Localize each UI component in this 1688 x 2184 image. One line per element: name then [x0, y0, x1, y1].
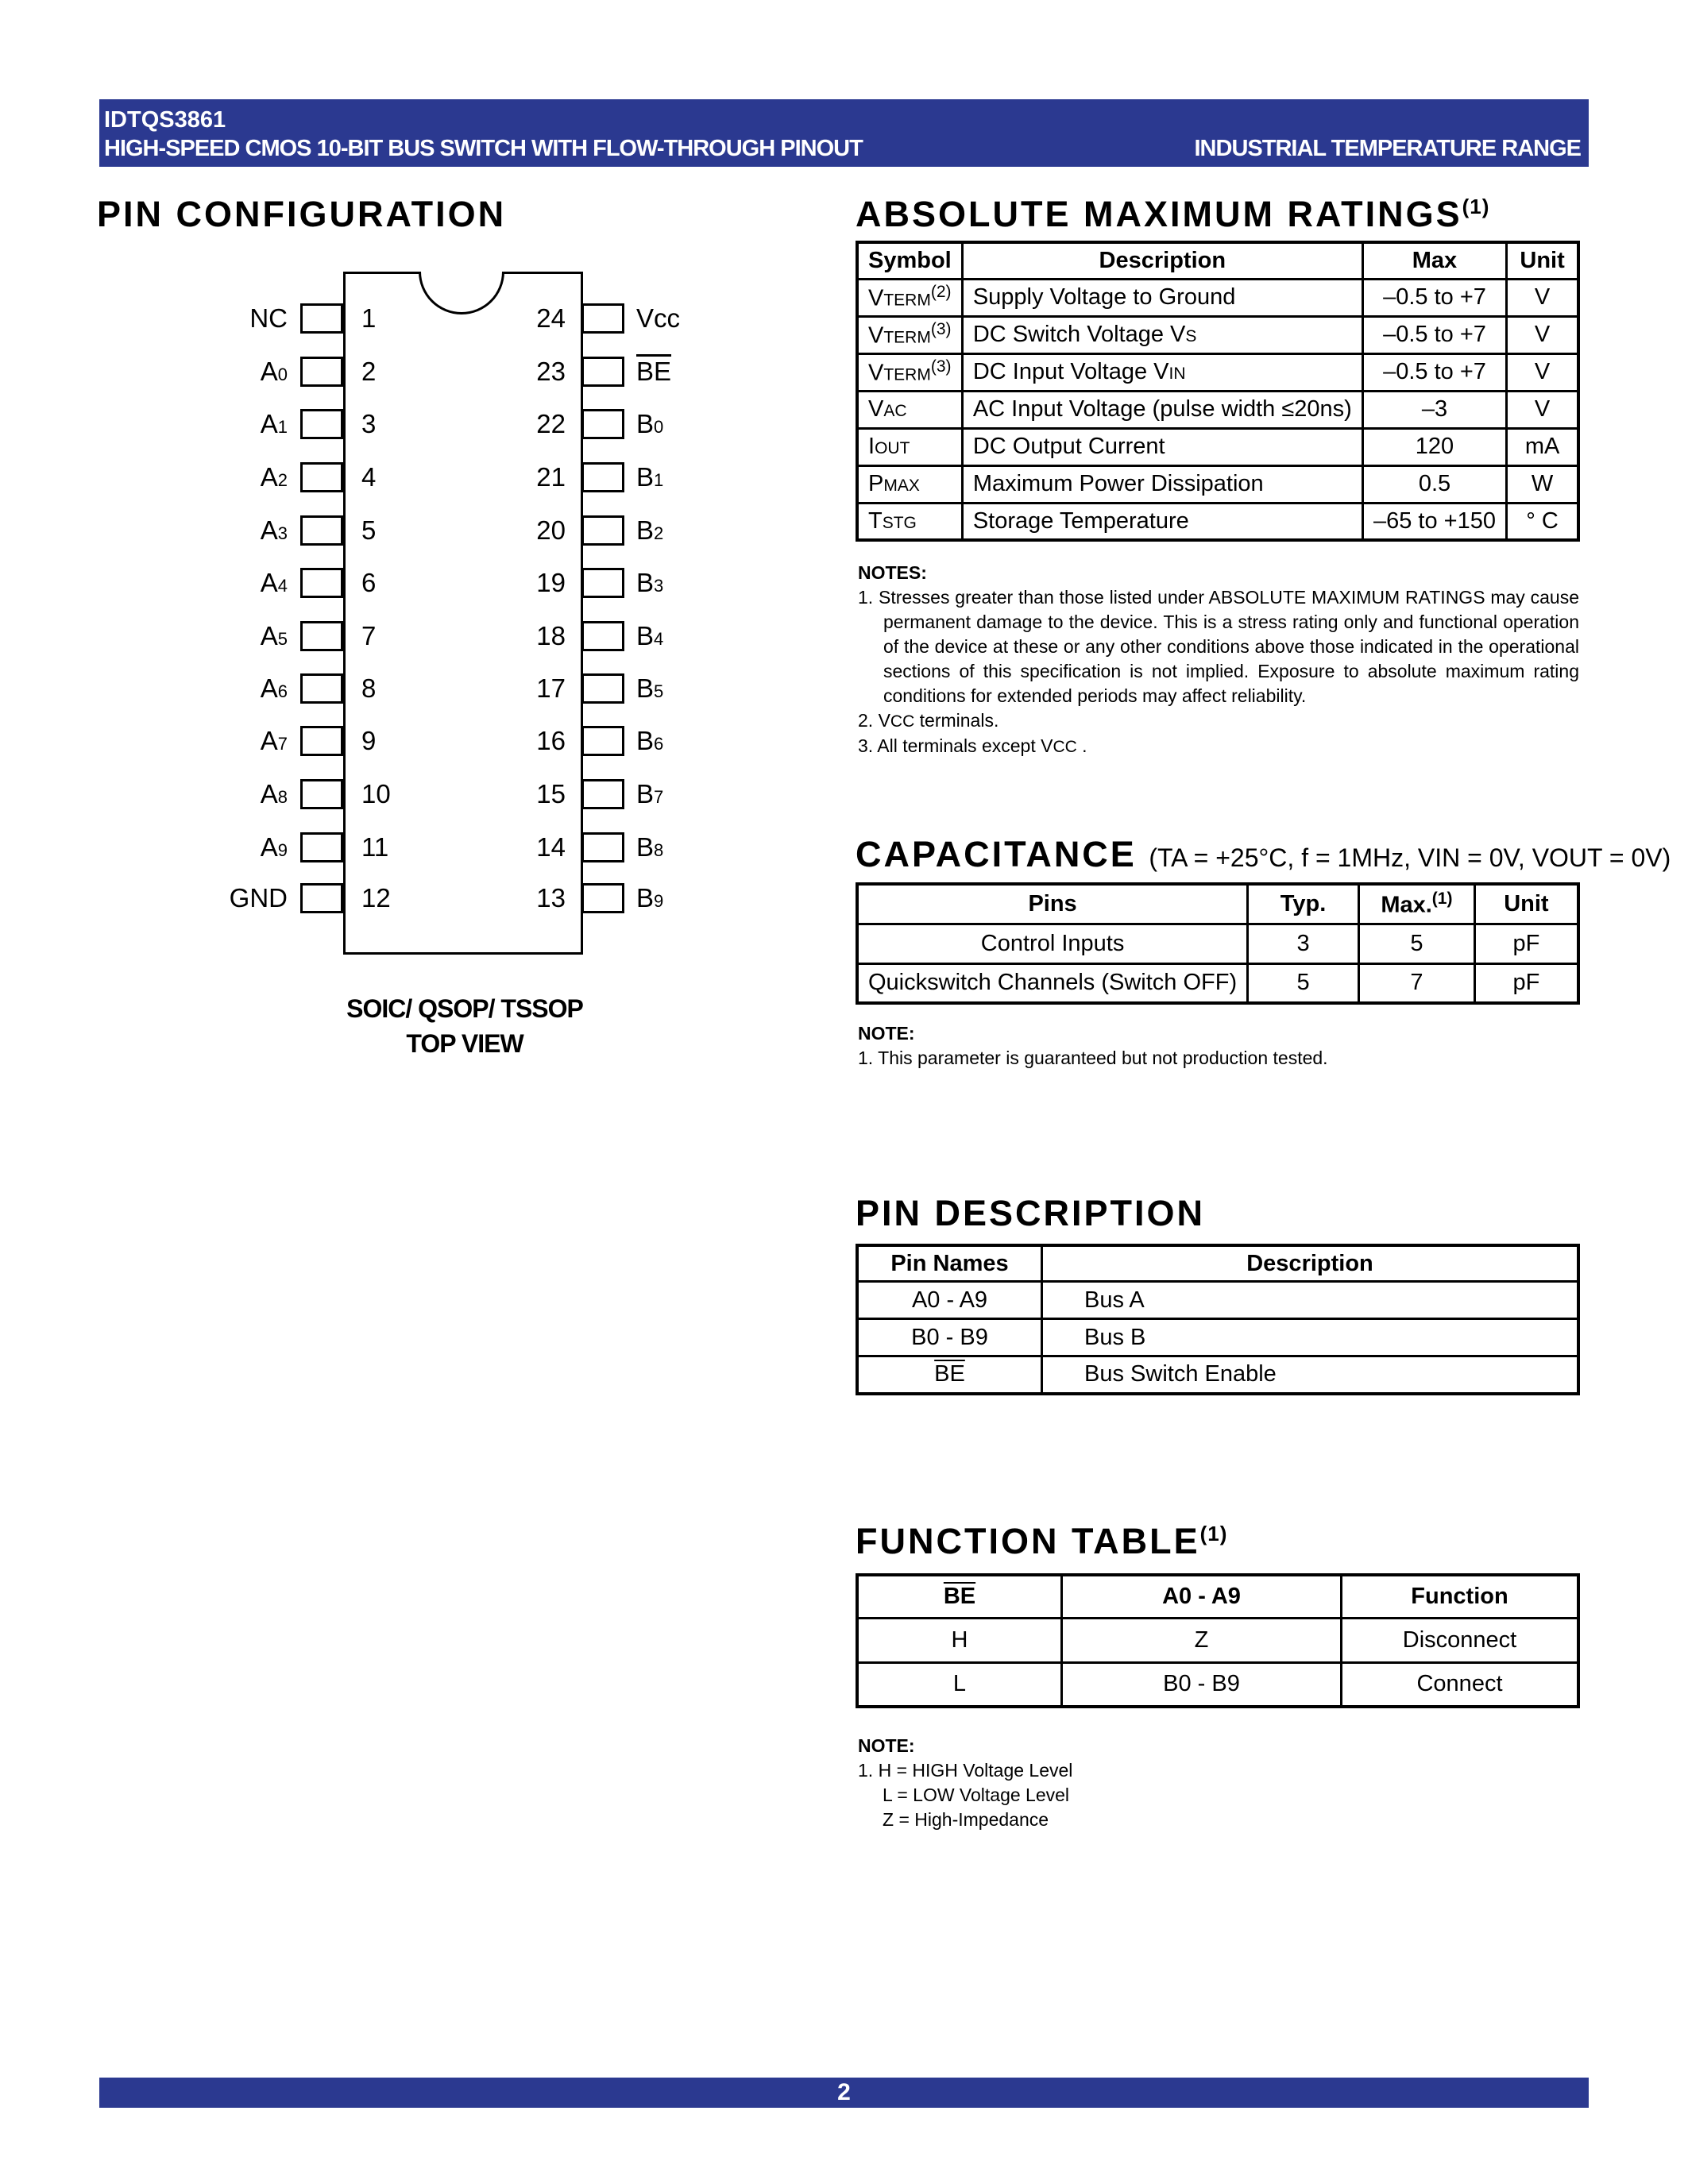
- table-row: [857, 1618, 1578, 1662]
- unit-cell: mA: [1507, 428, 1578, 465]
- pin-name-right: B0: [636, 409, 664, 438]
- pin-lead-right: [581, 621, 624, 651]
- notes-label: NOTES:: [858, 562, 927, 583]
- pin-name-left: A5: [260, 621, 288, 650]
- max-cell: –0.5 to +7: [1362, 316, 1506, 353]
- table-row: [857, 391, 1578, 428]
- col-max: Max: [1362, 242, 1506, 279]
- col-a: [1062, 1575, 1342, 1618]
- view-label: TOP VIEW: [406, 1029, 523, 1058]
- description-cell: Bus A: [1042, 1282, 1579, 1319]
- pin-number-right: 16: [536, 726, 566, 755]
- symbol-cell: VTERM$^{(2)}$: [857, 279, 962, 316]
- pin-number-left: 8: [361, 673, 377, 703]
- description-cell: AC Input Voltage (pulse width ≤20ns): [962, 391, 1362, 428]
- function-table-title: FUNCTION TABLE$^{(1)}$: [856, 1521, 1228, 1561]
- pin-lead-right: [581, 409, 624, 439]
- pin-lead-right: [581, 568, 624, 598]
- symbol-cell: TSTG: [857, 503, 962, 540]
- pin-lead-left: [300, 515, 343, 546]
- note-line-1: 1. H = HIGH Voltage Level: [858, 1760, 1073, 1781]
- pin-name-left: NC: [249, 303, 288, 333]
- max-cell: –65 to +150: [1362, 503, 1506, 540]
- page-number: 2: [837, 2079, 851, 2105]
- col-symbol: Symbol: [857, 242, 962, 279]
- pin-name-cell: B0 - B9: [857, 1319, 1042, 1356]
- pin-lead-left: [300, 726, 343, 756]
- pin-config-title: PIN CONFIGURATION: [97, 194, 507, 234]
- pin-lead-left: [300, 673, 343, 704]
- max-cell: –3: [1362, 391, 1506, 428]
- pin-name-cell: $\overline{BE}$: [857, 1356, 1042, 1394]
- pin-name-right: B9: [636, 883, 664, 913]
- pin-name-right: B4: [636, 621, 664, 650]
- pin-lead-right: [581, 303, 624, 334]
- unit-cell: pF: [1474, 924, 1578, 963]
- pin-name-left: A9: [260, 832, 288, 862]
- pin-number-left: 4: [361, 462, 377, 492]
- unit-cell: ° C: [1507, 503, 1578, 540]
- unit-cell: V: [1507, 391, 1578, 428]
- capacitance-table: [856, 882, 1580, 1005]
- col-unit: Unit: [1474, 884, 1578, 924]
- be-cell: H: [857, 1618, 1062, 1662]
- note-label: NOTE:: [858, 1023, 915, 1044]
- typ-cell: 3: [1248, 924, 1359, 963]
- pin-number-right: 14: [536, 832, 566, 862]
- function-cell: Disconnect: [1342, 1618, 1579, 1662]
- table-row: [857, 1662, 1578, 1707]
- unit-cell: V: [1507, 279, 1578, 316]
- note-line-3: Z = High-Impedance: [883, 1809, 1049, 1830]
- pin-lead-left: [300, 357, 343, 387]
- pin-number-left: 1: [361, 303, 377, 333]
- pin-name-cell: A0 - A9: [857, 1282, 1042, 1319]
- pin-number-right: 15: [536, 779, 566, 808]
- note-1: 1. This parameter is guaranteed but not production tested.: [858, 1048, 1328, 1068]
- function-table-notes: [858, 1734, 1579, 1832]
- pin-lead-right: [581, 832, 624, 862]
- table-row: [857, 1282, 1578, 1319]
- pin-number-right: 19: [536, 568, 566, 597]
- capacitance-conditions: (TA = +25°C, f = 1MHz, VIN = 0V, VOUT = 0V): [1149, 843, 1671, 872]
- max-cell: 5: [1358, 924, 1474, 963]
- pin-number-left: 12: [361, 883, 391, 913]
- package-types: SOIC/ QSOP/ TSSOP: [346, 994, 583, 1023]
- max-cell: 7: [1358, 963, 1474, 1003]
- description-cell: Bus Switch Enable: [1042, 1356, 1579, 1394]
- description-cell: DC Output Current: [962, 428, 1362, 465]
- pin-number-right: 20: [536, 515, 566, 545]
- description-cell: Supply Voltage to Ground: [962, 279, 1362, 316]
- pin-name-right: B1: [636, 462, 664, 492]
- pin-name-left: A1: [260, 409, 288, 438]
- temperature-range: INDUSTRIAL TEMPERATURE RANGE: [1194, 136, 1581, 161]
- max-cell: 0.5: [1362, 465, 1506, 503]
- pin-number-left: 11: [361, 832, 389, 862]
- pin-number-left: 9: [361, 726, 377, 755]
- pin-lead-left: [300, 779, 343, 809]
- pin-number-left: 5: [361, 515, 377, 545]
- max-cell: –0.5 to +7: [1362, 279, 1506, 316]
- function-cell: Connect: [1342, 1662, 1579, 1707]
- pin-name-left: A6: [260, 673, 288, 703]
- symbol-cell: IOUT: [857, 428, 962, 465]
- unit-cell: W: [1507, 465, 1578, 503]
- pin-lead-left: [300, 409, 343, 439]
- symbol-cell: VTERM$^{(3)}$: [857, 353, 962, 391]
- pin-name-right: B2: [636, 515, 664, 545]
- package-caption: [346, 991, 584, 1061]
- table-row: [857, 1319, 1578, 1356]
- be-cell: L: [857, 1662, 1062, 1707]
- abs-max-table: [856, 241, 1580, 542]
- pin-name-left: A3: [260, 515, 288, 545]
- table-row: [857, 316, 1578, 353]
- pin-lead-left: [300, 883, 343, 913]
- note-line-2: L = LOW Voltage Level: [883, 1785, 1070, 1805]
- pin-lead-right: [581, 883, 624, 913]
- pin-number-left: 3: [361, 409, 377, 438]
- pin-name-left: GND: [229, 883, 288, 913]
- pin-lead-left: [300, 303, 343, 334]
- description-cell: DC Input Voltage VIN: [962, 353, 1362, 391]
- description-cell: DC Switch Voltage VS: [962, 316, 1362, 353]
- unit-cell: pF: [1474, 963, 1578, 1003]
- symbol-cell: PMAX: [857, 465, 962, 503]
- pin-lead-right: [581, 779, 624, 809]
- pin-lead-right: [581, 673, 624, 704]
- abs-max-notes: [858, 561, 1579, 759]
- pin-description-title: PIN DESCRIPTION: [856, 1193, 1206, 1233]
- col-description: Description: [1042, 1245, 1579, 1282]
- pin-number-right: 24: [536, 303, 566, 333]
- a-cell: Z: [1062, 1618, 1342, 1662]
- pin-number-right: 23: [536, 357, 566, 386]
- typ-cell: 5: [1248, 963, 1359, 1003]
- capacitance-notes: [858, 1021, 1579, 1071]
- col-description: Description: [962, 242, 1362, 279]
- table-row: [857, 465, 1578, 503]
- function-table: [856, 1573, 1580, 1708]
- product-title: HIGH-SPEED CMOS 10-BIT BUS SWITCH WITH FLOW-THROUGH PINOUT: [104, 136, 863, 161]
- pin-lead-right: [581, 357, 624, 387]
- col-max: Max.$^{(1)}$: [1358, 884, 1474, 924]
- col-pins: Pins: [857, 884, 1248, 924]
- pin-lead-left: [300, 568, 343, 598]
- pin-name-right: B3: [636, 568, 664, 597]
- note-1: 1. Stresses greater than those listed under ABSOLUTE MAXIMUM RATINGS may cause permanent damage to the device. This is a stress rating only and functional operation of the device at these or any other conditions above those indicated in the operational sections of this specification is not implied. Exposure to absolute maximum rating conditions for extended periods may affect reliability.: [858, 587, 1579, 706]
- max-cell: 120: [1362, 428, 1506, 465]
- symbol-cell: VTERM$^{(3)}$: [857, 316, 962, 353]
- pins-cell: Control Inputs: [857, 924, 1248, 963]
- col-a-label: A0 - A9: [1162, 1583, 1241, 1609]
- pin-number-right: 17: [536, 673, 566, 703]
- pin-number-left: 10: [361, 779, 391, 808]
- pin-name-right: B5: [636, 673, 664, 703]
- pin-lead-left: [300, 462, 343, 492]
- unit-cell: V: [1507, 353, 1578, 391]
- capacitance-title: CAPACITANCE (TA = +25°C, f = 1MHz, VIN = 0V, VOUT = 0V): [856, 834, 1671, 874]
- pin-number-left: 7: [361, 621, 377, 650]
- note-2: 2. VCC terminals.: [858, 710, 999, 731]
- table-row: [857, 924, 1578, 963]
- pin-name-left: A0: [260, 357, 288, 386]
- description-cell: Bus B: [1042, 1319, 1579, 1356]
- table-row: [857, 1356, 1578, 1394]
- pin-lead-right: [581, 726, 624, 756]
- table-row: [857, 963, 1578, 1003]
- col-be: $\overline{BE}$: [857, 1575, 1062, 1618]
- symbol-cell: VAC: [857, 391, 962, 428]
- pin-name-right: B8: [636, 832, 664, 862]
- table-row: [857, 503, 1578, 540]
- pin-number-right: 13: [536, 883, 566, 913]
- abs-max-title: ABSOLUTE MAXIMUM RATINGS$^{(1)}$: [856, 194, 1490, 234]
- description-cell: Storage Temperature: [962, 503, 1362, 540]
- table-row: [857, 428, 1578, 465]
- col-unit: Unit: [1507, 242, 1578, 279]
- col-typ: Typ.: [1248, 884, 1359, 924]
- pin-number-left: 2: [361, 357, 377, 386]
- col-function: Function: [1342, 1575, 1579, 1618]
- pin-lead-left: [300, 832, 343, 862]
- pin-number-right: 22: [536, 409, 566, 438]
- col-pin-names: Pin Names: [857, 1245, 1042, 1282]
- pin-name-left: A8: [260, 779, 288, 808]
- description-cell: Maximum Power Dissipation: [962, 465, 1362, 503]
- pin-number-right: 18: [536, 621, 566, 650]
- pins-cell: Quickswitch Channels (Switch OFF): [857, 963, 1248, 1003]
- pin-lead-right: [581, 462, 624, 492]
- pin-lead-left: [300, 621, 343, 651]
- table-row: [857, 279, 1578, 316]
- header-bar: [99, 99, 1589, 167]
- pin-lead-right: [581, 515, 624, 546]
- pin-name-right: $\overline{BE}$: [636, 357, 672, 386]
- pin-description-table: [856, 1244, 1580, 1395]
- pin-name-right: B7: [636, 779, 664, 808]
- pin-name-left: A7: [260, 726, 288, 755]
- pin-name-right: Vcc: [636, 303, 681, 333]
- pin-name-left: A2: [260, 462, 288, 492]
- pin-number-right: 21: [536, 462, 566, 492]
- table-row: [857, 353, 1578, 391]
- part-number: IDTQS3861: [104, 107, 226, 133]
- note-label: NOTE:: [858, 1735, 915, 1756]
- footer-bar: [99, 2078, 1589, 2108]
- note-3: 3. All terminals except VCC .: [858, 735, 1087, 756]
- unit-cell: V: [1507, 316, 1578, 353]
- pin-name-left: A4: [260, 568, 288, 597]
- pin-number-left: 6: [361, 568, 377, 597]
- a-cell: B0 - B9: [1062, 1662, 1342, 1707]
- max-cell: –0.5 to +7: [1362, 353, 1506, 391]
- pin-name-right: B6: [636, 726, 664, 755]
